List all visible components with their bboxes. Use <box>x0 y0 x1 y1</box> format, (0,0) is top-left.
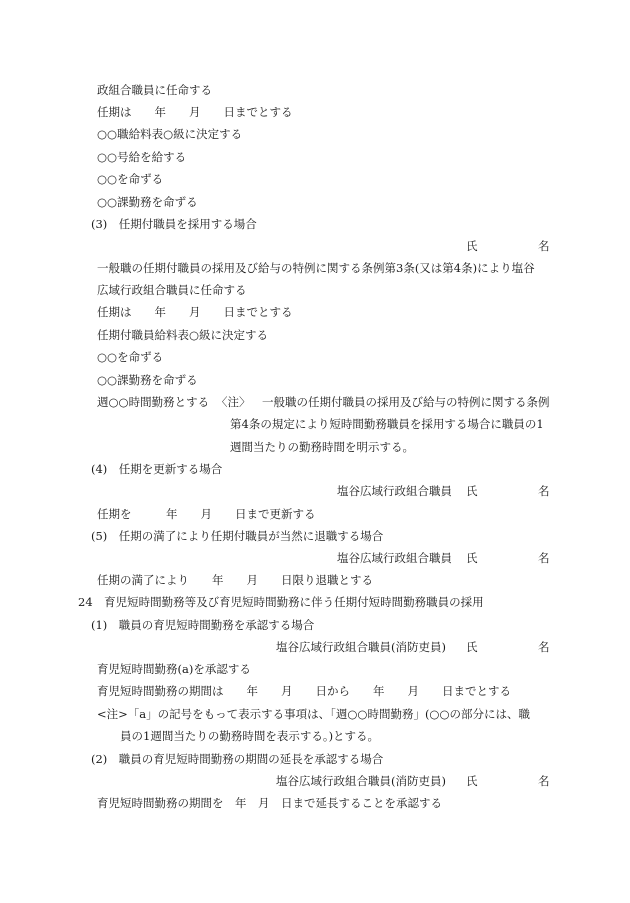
name-label-surname: 氏 <box>466 774 478 788</box>
name-label-given: 名 <box>538 239 550 253</box>
retirement-line: 任期の満了により 年 月 日限り退職とする <box>97 573 373 587</box>
name-label-given: 名 <box>538 551 550 565</box>
assignment-line: ○○を命ずる <box>97 350 164 364</box>
approval-line: 育児短時間勤務(a)を承認する <box>97 662 251 676</box>
salary-scale-line: ○○職給料表○級に決定する <box>97 127 243 141</box>
item-5-heading: (5) 任期の満了により任期付職員が当然に退職する場合 <box>91 529 384 543</box>
note-line: 第4条の規定により短時間勤務職員を採用する場合に職員の1 <box>230 417 544 431</box>
appoint-line: 政組合職員に任命する <box>97 83 212 97</box>
item-2-heading: (2) 職員の育児短時間勤務の期間の延長を承認する場合 <box>91 752 384 766</box>
name-label-surname: 氏 <box>466 239 478 253</box>
item-3-heading: (3) 任期付職員を採用する場合 <box>91 217 257 231</box>
name-label-surname: 氏 <box>466 640 478 654</box>
section-24-heading: 24 育児短時間勤務等及び育児短時間勤務に伴う任期付短時間勤務職員の採用 <box>78 595 484 609</box>
renewal-line: 任期を 年 月 日まで更新する <box>97 507 316 521</box>
item-1-heading: (1) 職員の育児短時間勤務を承認する場合 <box>91 618 315 632</box>
department-line: ○○課勤務を命ずる <box>97 373 198 387</box>
assignment-line: ○○を命ずる <box>97 172 164 186</box>
period-line: 育児短時間勤務の期間は 年 月 日から 年 月 日までとする <box>97 684 511 698</box>
term-line: 任期は 年 月 日までとする <box>97 305 293 319</box>
employee-label: 塩谷広域行政組合職員(消防吏員) <box>276 640 446 654</box>
name-label-given: 名 <box>538 774 550 788</box>
extension-line: 育児短時間勤務の期間を 年 月 日まで延長することを承認する <box>97 796 442 810</box>
department-line: ○○課勤務を命ずる <box>97 195 198 209</box>
employee-label: 塩谷広域行政組合職員(消防吏員) <box>276 774 446 788</box>
name-label-given: 名 <box>538 640 550 654</box>
note-line: 一般職の任期付職員の採用及び給与の特例に関する条例 <box>262 395 550 409</box>
name-label-surname: 氏 <box>466 551 478 565</box>
employee-label: 塩谷広域行政組合職員 <box>337 551 452 565</box>
employee-label: 塩谷広域行政組合職員 <box>337 484 452 498</box>
note-label: 〈注〉 <box>216 395 251 409</box>
name-label-given: 名 <box>538 484 550 498</box>
term-line: 任期は 年 月 日までとする <box>97 105 293 119</box>
item-4-heading: (4) 任期を更新する場合 <box>91 462 223 476</box>
hours-line: 週○○時間勤務とする <box>97 395 210 409</box>
salary-step-line: ○○号給を給する <box>97 150 187 164</box>
note-line: 週間当たりの勤務時間を明示する。 <box>230 440 414 454</box>
name-label-surname: 氏 <box>466 484 478 498</box>
note-line: <注>「a」の記号をもって表示する事項は、「週○○時間勤務」(○○の部分には、職 <box>97 707 530 721</box>
note-line: 員の1週間当たりの勤務時間を表示する。)とする。 <box>120 729 380 743</box>
appoint-line: 一般職の任期付職員の採用及び給与の特例に関する条例第3条(又は第4条)により塩谷 <box>97 261 535 275</box>
appoint-line: 広域行政組合職員に任命する <box>97 283 247 297</box>
salary-scale-line: 任期付職員給料表○級に決定する <box>97 328 269 342</box>
